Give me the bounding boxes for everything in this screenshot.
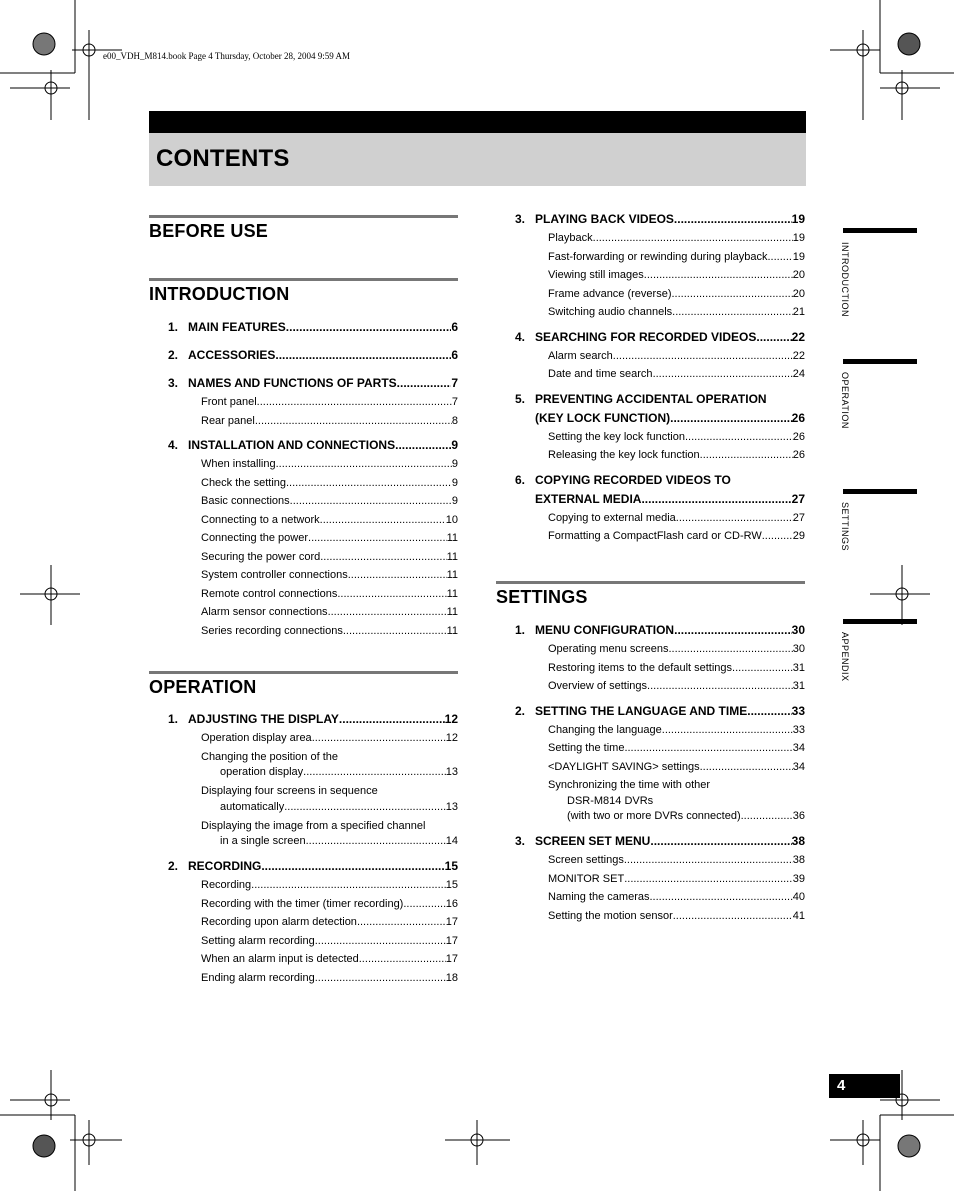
- chapter-page: 7: [451, 376, 458, 390]
- chapter-title: SCREEN SET MENU: [535, 834, 651, 848]
- item-page: 13: [445, 766, 458, 778]
- item-label: Operating menu screens: [548, 643, 669, 655]
- chapter-title-row: [535, 623, 805, 637]
- section-settings: [496, 581, 805, 608]
- item-page: 13: [445, 800, 458, 813]
- item-label: Viewing still images: [548, 269, 644, 281]
- leader-dots: [762, 530, 793, 542]
- toc-item[interactable]: [201, 732, 458, 744]
- toc-item[interactable]: [548, 643, 805, 655]
- leader-dots: [397, 376, 452, 390]
- item-page: 16: [445, 897, 458, 910]
- item-page: 21: [792, 306, 805, 318]
- section-title: INTRODUCTION: [149, 284, 290, 304]
- toc-chapter[interactable]: [515, 330, 805, 346]
- leader-dots: [403, 898, 445, 910]
- page-title: CONTENTS: [156, 145, 290, 172]
- leader-dots: [303, 766, 446, 778]
- toc-item[interactable]: [201, 532, 458, 544]
- item-label: Overview of settings: [548, 680, 648, 692]
- leader-dots: [768, 251, 793, 263]
- toc-chapter[interactable]: [168, 320, 458, 336]
- item-label: Naming the cameras: [548, 891, 650, 903]
- item-page: 15: [445, 879, 458, 891]
- leader-dots: [306, 835, 446, 847]
- toc-chapter[interactable]: [168, 348, 458, 364]
- tab-operation[interactable]: OPERATION: [840, 372, 850, 429]
- toc-item[interactable]: [548, 761, 805, 773]
- toc-chapter[interactable]: [168, 712, 458, 728]
- leader-dots: [312, 732, 446, 744]
- item-page: 24: [792, 368, 805, 380]
- chapter-title-cont: EXTERNAL MEDIA: [535, 491, 642, 506]
- toc-item[interactable]: [201, 477, 458, 489]
- item-label: Setting the motion sensor: [548, 909, 673, 922]
- leader-dots: [641, 492, 791, 506]
- toc-item[interactable]: [548, 306, 805, 318]
- item-label: Recording with the timer (timer recording): [201, 897, 404, 910]
- book-info-line: e00_VDH_M814.book Page 4 Thursday, October 28, 2004 9:59 AM: [103, 51, 350, 61]
- leader-dots: [650, 891, 793, 903]
- chapter-title-row: [188, 712, 458, 726]
- chapter-number: 1.: [168, 320, 179, 334]
- chapter-number: 2.: [515, 703, 526, 718]
- leader-dots: [348, 569, 447, 581]
- item-label: Fast-forwarding or rewinding during playback: [548, 250, 768, 263]
- toc-item[interactable]: [201, 514, 458, 526]
- leader-dots: [395, 438, 451, 452]
- chapter-number: 4.: [168, 438, 179, 452]
- item-label: Operation display area: [201, 732, 312, 744]
- item-page: 11: [446, 606, 458, 618]
- item-page: 11: [446, 550, 458, 563]
- chapter-title: ACCESSORIES: [188, 348, 276, 362]
- leader-dots: [676, 512, 793, 524]
- item-page: 39: [792, 872, 805, 885]
- leader-dots: [700, 761, 793, 773]
- item-label: Connecting to a network: [201, 513, 320, 526]
- chapter-page: 19: [791, 212, 805, 226]
- item-page: 12: [445, 732, 458, 744]
- item-page: 33: [792, 723, 805, 736]
- item-label: When installing: [201, 458, 276, 470]
- item-label: Restoring items to the default settings: [548, 661, 733, 674]
- chapter-title: RECORDING: [188, 859, 262, 873]
- leader-dots: [662, 724, 793, 736]
- toc-item[interactable]: [548, 910, 805, 922]
- toc-item[interactable]: [201, 916, 458, 928]
- tab-bar-settings: [843, 489, 917, 494]
- chapter-title: SETTING THE LANGUAGE AND TIME: [535, 703, 748, 718]
- section-title: OPERATION: [149, 677, 257, 697]
- toc-item-cont: [220, 766, 458, 778]
- tab-bar-appendix: [843, 619, 917, 624]
- chapter-title-row: [535, 411, 805, 425]
- toc-item[interactable]: [201, 551, 458, 563]
- leader-dots: [339, 712, 445, 726]
- item-label: Frame advance (reverse): [548, 287, 672, 300]
- item-label: When an alarm input is detected...: [201, 953, 368, 965]
- chapter-title: COPYING RECORDED VIDEOS TO: [535, 472, 731, 487]
- chapter-title-row: [188, 348, 458, 362]
- leader-dots: [624, 742, 792, 754]
- toc-chapter[interactable]: [515, 473, 805, 489]
- toc-item[interactable]: [201, 415, 458, 427]
- item-label: Releasing the key lock function: [548, 449, 700, 461]
- chapter-title-row: [535, 704, 805, 718]
- leader-dots: [337, 588, 446, 600]
- toc-item[interactable]: [548, 251, 805, 263]
- section-title: SETTINGS: [496, 587, 588, 607]
- item-page: 9: [451, 476, 458, 489]
- leader-dots: [647, 680, 793, 692]
- toc-item[interactable]: [201, 458, 458, 470]
- chapter-title-cont: (KEY LOCK FUNCTION): [535, 410, 671, 425]
- chapter-page: 26: [791, 410, 805, 425]
- item-label: Displaying the image from a specified channel: [201, 819, 426, 832]
- tab-bar-operation: [843, 359, 917, 364]
- leader-dots: [328, 606, 447, 618]
- toc-item[interactable]: [548, 232, 805, 244]
- chapter-number: 6.: [515, 472, 526, 487]
- leader-dots: [308, 532, 447, 544]
- item-label-cont: operation display: [220, 766, 304, 778]
- item-label: System controller connections: [201, 569, 348, 581]
- toc-chapter[interactable]: [515, 623, 805, 639]
- item-page: 19: [792, 250, 805, 263]
- chapter-page: 6: [451, 320, 458, 334]
- toc-item[interactable]: [201, 785, 458, 797]
- chapter-page: 30: [791, 623, 805, 637]
- item-page: 34: [792, 742, 805, 754]
- toc-chapter[interactable]: [168, 859, 458, 875]
- item-page: 8: [451, 414, 458, 427]
- item-page: 22: [792, 349, 805, 362]
- toc-item[interactable]: [201, 625, 458, 637]
- chapter-page: 33: [791, 703, 805, 718]
- leader-dots: [624, 873, 793, 885]
- leader-dots: [257, 396, 452, 408]
- leader-dots: [315, 935, 446, 947]
- chapter-title: MAIN FEATURES: [188, 320, 286, 334]
- section-introduction: [149, 278, 458, 305]
- item-label: Changing the language: [548, 723, 662, 736]
- toc-chapter[interactable]: [515, 704, 805, 720]
- item-page: 29: [792, 530, 805, 542]
- item-page: 30: [792, 643, 805, 655]
- toc-item-cont: [220, 801, 458, 813]
- tab-appendix[interactable]: APPENDIX: [840, 632, 850, 682]
- chapter-number: 1.: [168, 712, 179, 726]
- item-page: 36: [792, 810, 805, 822]
- toc-item[interactable]: [201, 898, 458, 910]
- item-page: 17: [445, 916, 458, 928]
- item-label: <DAYLIGHT SAVING> settings: [548, 760, 700, 773]
- item-page: 20: [792, 287, 805, 300]
- item-label: Alarm sensor connections: [201, 606, 328, 618]
- item-label: Date and time search: [548, 368, 653, 380]
- item-label: Screen settings: [548, 854, 624, 866]
- leader-dots: [320, 551, 446, 563]
- toc-item[interactable]: [548, 288, 805, 300]
- tab-bar-introduction: [843, 228, 917, 233]
- item-label: Synchronizing the time with other: [548, 779, 711, 791]
- item-page: 19: [792, 232, 805, 244]
- leader-dots: [613, 350, 793, 362]
- item-page: 20: [792, 269, 805, 281]
- tab-settings[interactable]: SETTINGS: [840, 502, 850, 552]
- leader-dots: [320, 514, 446, 526]
- toc-chapter[interactable]: [168, 438, 458, 454]
- item-page: 10: [445, 513, 458, 526]
- chapter-title-row: [535, 492, 805, 506]
- leader-dots: [673, 910, 793, 922]
- leader-dots: [756, 330, 791, 344]
- toc-item[interactable]: [201, 495, 458, 507]
- toc-item[interactable]: [548, 891, 805, 903]
- section-operation: [149, 671, 458, 698]
- chapter-title-row: [535, 330, 805, 344]
- item-page: 40: [792, 891, 805, 903]
- leader-dots: [672, 306, 793, 318]
- chapter-title-row: [188, 438, 458, 452]
- toc-item-cont: [567, 810, 805, 822]
- chapter-title: MENU CONFIGURATION: [535, 623, 675, 637]
- item-page: 38: [792, 854, 805, 866]
- page-number-box: [829, 1074, 900, 1098]
- leader-dots: [315, 972, 446, 984]
- item-label-cont: automatically: [220, 800, 285, 813]
- chapter-title: INSTALLATION AND CONNECTIONS: [188, 438, 396, 452]
- item-label: Setting the time: [548, 742, 625, 754]
- toc-item[interactable]: [548, 449, 805, 461]
- leader-dots: [276, 458, 452, 470]
- toc-item[interactable]: [548, 512, 805, 524]
- chapter-title-row: [188, 376, 458, 390]
- item-page: 17: [445, 934, 458, 947]
- leader-dots: [674, 623, 792, 637]
- item-label: MONITOR SET: [548, 872, 625, 885]
- item-label: Remote control connections: [201, 587, 338, 600]
- toc-item-cont: [567, 795, 805, 807]
- item-label: Check the setting: [201, 476, 286, 489]
- toc-item[interactable]: [201, 751, 458, 763]
- item-label: Series recording connections: [201, 624, 343, 637]
- chapter-title: NAMES AND FUNCTIONS OF PARTS: [188, 376, 397, 390]
- toc-chapter[interactable]: [515, 392, 805, 408]
- item-page: 17: [445, 953, 458, 965]
- chapter-page: 15: [444, 859, 458, 873]
- chapter-title: ADJUSTING THE DISPLAY: [188, 712, 339, 726]
- toc-item[interactable]: [201, 972, 458, 984]
- leader-dots: [286, 320, 452, 334]
- chapter-number: 1.: [515, 623, 526, 637]
- section-before-use: [149, 215, 458, 242]
- leader-dots: [747, 704, 791, 718]
- toc-item[interactable]: [548, 873, 805, 885]
- chapter-title: PLAYING BACK VIDEOS: [535, 212, 674, 226]
- leader-dots: [343, 625, 447, 637]
- item-label: Rear panel: [201, 414, 255, 427]
- item-page: 11: [446, 532, 458, 544]
- item-label: Recording upon alarm detection: [201, 916, 357, 928]
- toc-item[interactable]: [548, 724, 805, 736]
- item-page: 11: [446, 587, 458, 600]
- item-page: 18: [445, 971, 458, 984]
- leader-dots: [261, 859, 444, 873]
- item-label: Copying to external media: [548, 511, 676, 524]
- toc-item[interactable]: [201, 588, 458, 600]
- chapter-number: 2.: [168, 859, 179, 873]
- leader-dots: [357, 916, 446, 928]
- item-label: Connecting the power: [201, 532, 309, 544]
- chapter-number: 3.: [515, 212, 526, 226]
- item-label: Switching audio channels: [548, 306, 673, 318]
- toc-item[interactable]: [548, 680, 805, 692]
- item-label: Recording: [201, 879, 252, 891]
- toc-chapter[interactable]: [515, 834, 805, 850]
- item-label: Setting the key lock function: [548, 430, 685, 443]
- chapter-title-row: [535, 212, 805, 226]
- chapter-title-row: [188, 320, 458, 334]
- chapter-title: SEARCHING FOR RECORDED VIDEOS: [535, 329, 757, 344]
- leader-dots: [674, 212, 792, 226]
- leader-dots: [275, 348, 451, 362]
- item-label: Playback: [548, 232, 593, 244]
- item-page: 9: [451, 495, 458, 507]
- section-title: BEFORE USE: [149, 221, 269, 241]
- page-number: 4: [837, 1077, 846, 1094]
- item-page: 31: [792, 680, 805, 692]
- leader-dots: [732, 662, 793, 674]
- item-label: Formatting a CompactFlash card or CD-RW: [548, 530, 762, 542]
- item-page: 26: [792, 430, 805, 443]
- toc-item[interactable]: [548, 854, 805, 866]
- leader-dots: [284, 801, 446, 813]
- leader-dots: [593, 232, 793, 244]
- toc-item[interactable]: [548, 742, 805, 754]
- item-label-cont: DSR-M814 DVRs: [567, 794, 654, 807]
- chapter-page: 38: [791, 834, 805, 848]
- item-page: 11: [446, 569, 458, 581]
- leader-dots: [286, 477, 452, 489]
- toc-item[interactable]: [548, 368, 805, 380]
- item-page: 41: [792, 909, 805, 922]
- leader-dots: [368, 953, 446, 965]
- chapter-page: 22: [791, 329, 805, 344]
- item-label: Basic connections: [201, 495, 290, 507]
- leader-dots: [741, 810, 793, 822]
- chapter-page: 9: [451, 438, 458, 452]
- leader-dots: [700, 449, 793, 461]
- toc-item[interactable]: [548, 269, 805, 281]
- chapter-page: 12: [444, 712, 458, 726]
- toc-item[interactable]: [201, 935, 458, 947]
- leader-dots: [685, 431, 793, 443]
- leader-dots: [653, 368, 793, 380]
- chapter-page: 27: [791, 491, 805, 506]
- item-label: Setting alarm recording: [201, 934, 315, 947]
- item-page: 9: [451, 458, 458, 470]
- toc-item[interactable]: [201, 820, 458, 832]
- toc-chapter-cont: [515, 492, 805, 508]
- leader-dots: [624, 854, 793, 866]
- toc-item[interactable]: [201, 606, 458, 618]
- item-label: Securing the power cord: [201, 550, 321, 563]
- item-label-cont: (with two or more DVRs connected): [567, 810, 741, 822]
- chapter-title-row: [535, 834, 805, 848]
- toc-item[interactable]: [201, 879, 458, 891]
- tab-introduction[interactable]: INTRODUCTION: [840, 242, 850, 317]
- toc-item[interactable]: [548, 431, 805, 443]
- toc-item-cont: [220, 835, 458, 847]
- item-page: 7: [451, 396, 458, 408]
- toc-item[interactable]: [201, 396, 458, 408]
- item-page: 26: [792, 449, 805, 461]
- toc-item[interactable]: [201, 953, 458, 965]
- toc-chapter[interactable]: [515, 212, 805, 228]
- leader-dots: [255, 415, 452, 427]
- item-label: Ending alarm recording: [201, 971, 315, 984]
- leader-dots: [670, 411, 792, 425]
- chapter-number: 4.: [515, 329, 526, 344]
- chapter-page: 6: [451, 348, 458, 362]
- toc-chapter[interactable]: [168, 376, 458, 392]
- item-label: Front panel: [201, 396, 257, 408]
- item-page: 27: [792, 511, 805, 524]
- item-page: 14: [445, 835, 458, 847]
- leader-dots: [290, 495, 452, 507]
- leader-dots: [668, 643, 792, 655]
- chapter-number: 3.: [515, 834, 526, 848]
- item-label-cont: in a single screen: [220, 835, 306, 847]
- toc-item[interactable]: [548, 779, 805, 791]
- toc-item[interactable]: [548, 662, 805, 674]
- item-label: Alarm search: [548, 349, 613, 362]
- item-page: 31: [792, 661, 805, 674]
- toc-item[interactable]: [548, 530, 805, 542]
- toc-chapter-cont: [515, 411, 805, 427]
- chapter-number: 5.: [515, 391, 526, 406]
- toc-item[interactable]: [548, 350, 805, 362]
- item-page: 34: [792, 760, 805, 773]
- chapter-number: 3.: [168, 376, 179, 390]
- item-page: 11: [446, 624, 458, 637]
- chapter-title-row: [188, 859, 458, 873]
- chapter-title: PREVENTING ACCIDENTAL OPERATION: [535, 391, 767, 406]
- item-label: Changing the position of the: [201, 750, 338, 763]
- leader-dots: [251, 879, 446, 891]
- chapter-number: 2.: [168, 348, 179, 362]
- header-bar: [149, 111, 806, 133]
- leader-dots: [650, 834, 791, 848]
- item-label: Displaying four screens in sequence: [201, 785, 378, 797]
- leader-dots: [672, 288, 793, 300]
- toc-item[interactable]: [201, 569, 458, 581]
- leader-dots: [644, 269, 793, 281]
